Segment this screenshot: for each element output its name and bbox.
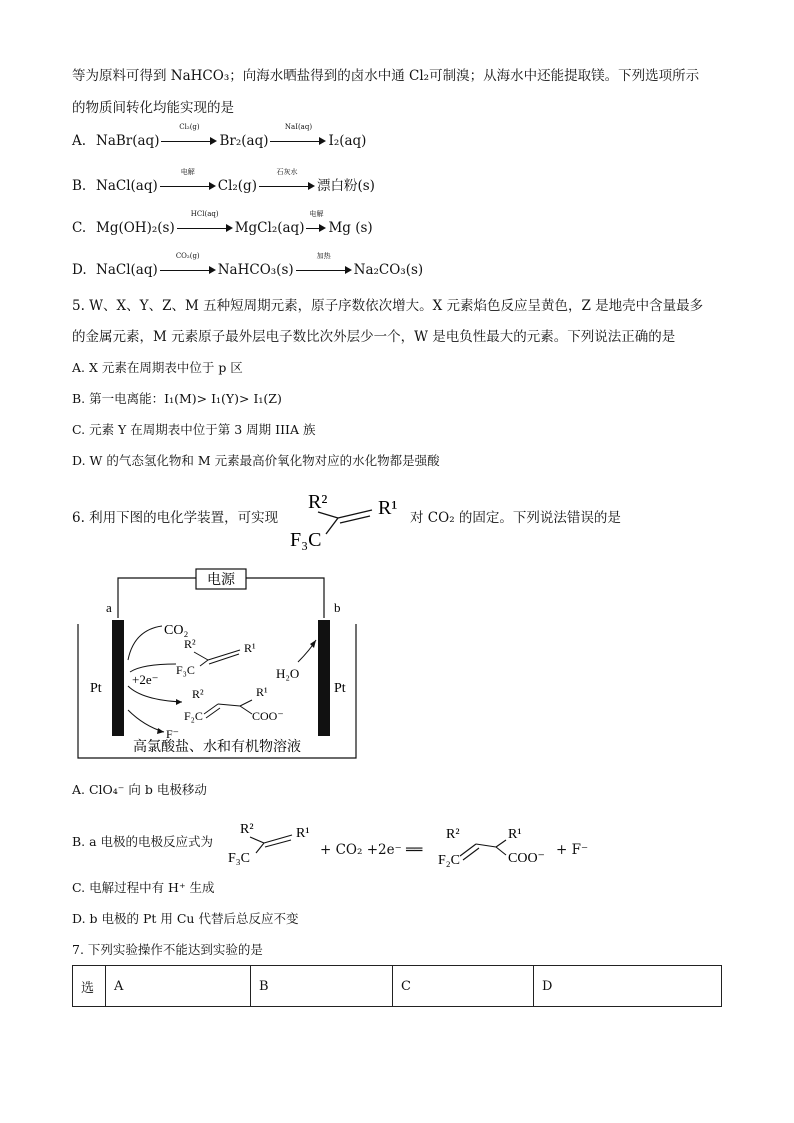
arrow-condition: CO₂(g) bbox=[175, 252, 200, 260]
table-cell-header: 选 bbox=[73, 966, 106, 1007]
q5-option-d: D. W 的气态氢化物和 M 元素最高价氧化物对应的水化物都是强酸 bbox=[72, 453, 440, 468]
co2-arrow bbox=[128, 626, 162, 660]
q5-option-c: C. 元素 Y 在周期表中位于第 3 周期 IIIA 族 bbox=[72, 422, 316, 437]
pt-right-label: Pt bbox=[334, 681, 346, 696]
cf3-label: F₃C bbox=[290, 529, 322, 550]
arrow-condition: NaI(aq) bbox=[284, 123, 313, 131]
table-cell-b: B bbox=[251, 966, 393, 1007]
reactant-alkene-structure bbox=[226, 818, 316, 866]
q4-option-c bbox=[72, 210, 373, 238]
option-letter: C. bbox=[72, 220, 87, 236]
coo-label: COO⁻ bbox=[252, 709, 284, 723]
r2-top-label: R² bbox=[184, 637, 196, 651]
reaction-arrow bbox=[177, 210, 233, 232]
r1-label: R¹ bbox=[296, 826, 310, 841]
r2-bottom-label: R² bbox=[192, 687, 204, 701]
reactant-arrow bbox=[130, 664, 176, 672]
reaction-arrow bbox=[161, 123, 217, 145]
bond bbox=[218, 704, 240, 706]
f2c-label: F₂C bbox=[438, 853, 461, 868]
bond bbox=[318, 512, 338, 518]
table-cell-c: C bbox=[393, 966, 534, 1007]
reactant: NaBr(aq) bbox=[96, 133, 160, 149]
bond bbox=[264, 835, 292, 843]
bond bbox=[476, 844, 496, 847]
product-carboxylate-structure bbox=[438, 822, 558, 870]
bond bbox=[326, 518, 338, 534]
arrow-head bbox=[176, 699, 182, 705]
bond bbox=[204, 704, 218, 714]
arrow-condition: 电解 bbox=[180, 168, 195, 176]
fluoride-label: F⁻ bbox=[166, 727, 180, 741]
bond bbox=[250, 837, 264, 843]
reaction-arrow bbox=[270, 123, 326, 145]
q7-options-table bbox=[72, 965, 722, 1007]
reactant: NaCl(aq) bbox=[96, 262, 158, 278]
bond bbox=[240, 700, 252, 706]
option-letter: B. bbox=[72, 178, 87, 194]
q5-stem-line-1: 5. W、X、Y、Z、M 五种短周期元素，原子序数依次增大。X 元素焰色反应呈黄色，Z 是地壳中含量最多 bbox=[72, 298, 704, 314]
q4-option-b bbox=[72, 168, 375, 196]
f3c-label: F₃C bbox=[176, 663, 195, 677]
product-arrow bbox=[128, 686, 182, 702]
q6-option-a: A. ClO₄⁻ 向 b 电极移动 bbox=[72, 782, 207, 797]
electrode-b bbox=[318, 620, 330, 736]
co2-label: CO₂ bbox=[164, 623, 189, 638]
option-letter: D. bbox=[72, 262, 87, 278]
arrow-head bbox=[157, 728, 164, 734]
product: NaHCO₃(s) bbox=[217, 262, 294, 278]
bond bbox=[194, 652, 208, 660]
electrode-a-label: a bbox=[106, 600, 112, 615]
product: Na₂CO₃(s) bbox=[353, 262, 424, 278]
q6-option-b-middle: + CO₂ +2e⁻ ══ bbox=[320, 842, 423, 858]
bond bbox=[240, 706, 252, 714]
q6-option-b-prefix: B. a 电极的电极反应式为 bbox=[72, 834, 214, 849]
r2-label: R² bbox=[446, 827, 460, 842]
r1-label: R¹ bbox=[508, 827, 522, 842]
option-letter: A. bbox=[72, 133, 87, 149]
wire-right bbox=[246, 578, 324, 618]
q6-option-c: C. 电解过程中有 H⁺ 生成 bbox=[72, 880, 215, 895]
r2-label: R² bbox=[308, 491, 328, 513]
arrow-condition: 石灰水 bbox=[276, 168, 298, 176]
product: Br₂(aq) bbox=[219, 133, 269, 149]
solution-label: 高氯酸盐、水和有机物溶液 bbox=[133, 740, 301, 755]
q6-alkene-structure bbox=[286, 488, 410, 550]
product: 漂白粉(s) bbox=[316, 178, 375, 194]
q4-option-a bbox=[72, 123, 367, 151]
pt-left-label: Pt bbox=[90, 681, 102, 696]
product: MgCl₂(aq) bbox=[234, 220, 305, 236]
q4-option-d bbox=[72, 252, 424, 280]
electrolysis-cell-diagram bbox=[72, 568, 372, 764]
intro-line-1: 等为原料可得到 NaHCO₃；向海水晒盐得到的卤水中通 Cl₂可制溴；从海水中还能提取镁。下列选项所示 bbox=[72, 68, 700, 84]
product: I₂(aq) bbox=[328, 133, 367, 149]
cf3-label: F₃C bbox=[228, 851, 251, 866]
bond bbox=[496, 840, 506, 847]
r1-label: R¹ bbox=[378, 497, 398, 519]
arrow-condition: 电解 bbox=[309, 210, 324, 218]
q5-option-a: A. X 元素在周期表中位于 p 区 bbox=[72, 360, 243, 375]
reaction-arrow bbox=[306, 210, 326, 232]
bond bbox=[200, 660, 208, 666]
coo-label: COO⁻ bbox=[508, 851, 545, 866]
reaction-arrow bbox=[259, 168, 315, 190]
q7-stem: 7. 下列实验操作不能达到实验的是 bbox=[72, 942, 263, 957]
intro-line-2: 的物质间转化均能实现的是 bbox=[72, 100, 234, 116]
product: Cl₂(g) bbox=[217, 178, 257, 194]
f2c-label: F₂C bbox=[184, 709, 203, 723]
bond bbox=[460, 844, 476, 856]
plus-2e-label: +2e⁻ bbox=[132, 672, 159, 687]
table-cell-d: D bbox=[534, 966, 722, 1007]
double-bond-line bbox=[206, 708, 220, 718]
table-cell-a: A bbox=[106, 966, 251, 1007]
power-source-label: 电源 bbox=[207, 573, 235, 588]
double-bond-line bbox=[463, 848, 479, 860]
r1-top-label: R¹ bbox=[244, 641, 256, 655]
reaction-arrow bbox=[160, 168, 216, 190]
q5-stem-line-2: 的金属元素，M 元素原子最外层电子数比次外层少一个，W 是电负性最大的元素。下列说法正确的是 bbox=[72, 329, 676, 345]
electrode-b-label: b bbox=[334, 600, 341, 615]
electrode-a bbox=[112, 620, 124, 736]
table-row bbox=[73, 966, 722, 1007]
r1-bottom-label: R¹ bbox=[256, 685, 268, 699]
reactant: Mg(OH)₂(s) bbox=[96, 220, 175, 236]
wire-left bbox=[118, 578, 196, 618]
q6-option-b-suffix: + F⁻ bbox=[556, 842, 589, 858]
arrow-condition: HCl(aq) bbox=[190, 210, 219, 218]
q6-stem-prefix: 6. 利用下图的电化学装置，可实现 bbox=[72, 510, 279, 526]
arrow-condition: Cl₂(g) bbox=[179, 123, 200, 131]
q5-option-b: B. 第一电离能：I₁(M)> I₁(Y)> I₁(Z) bbox=[72, 391, 282, 406]
reaction-arrow bbox=[160, 252, 216, 274]
bond bbox=[496, 847, 506, 855]
product: Mg (s) bbox=[328, 220, 373, 236]
reactant: NaCl(aq) bbox=[96, 178, 158, 194]
r2-label: R² bbox=[240, 822, 254, 837]
reaction-arrow bbox=[296, 252, 352, 274]
bond bbox=[256, 843, 264, 853]
water-label: H₂O bbox=[276, 666, 300, 681]
q6-stem-suffix: 对 CO₂ 的固定。下列说法错误的是 bbox=[410, 510, 621, 526]
arrow-condition: 加热 bbox=[316, 252, 331, 260]
q6-option-d: D. b 电极的 Pt 用 Cu 代替后总反应不变 bbox=[72, 911, 299, 926]
